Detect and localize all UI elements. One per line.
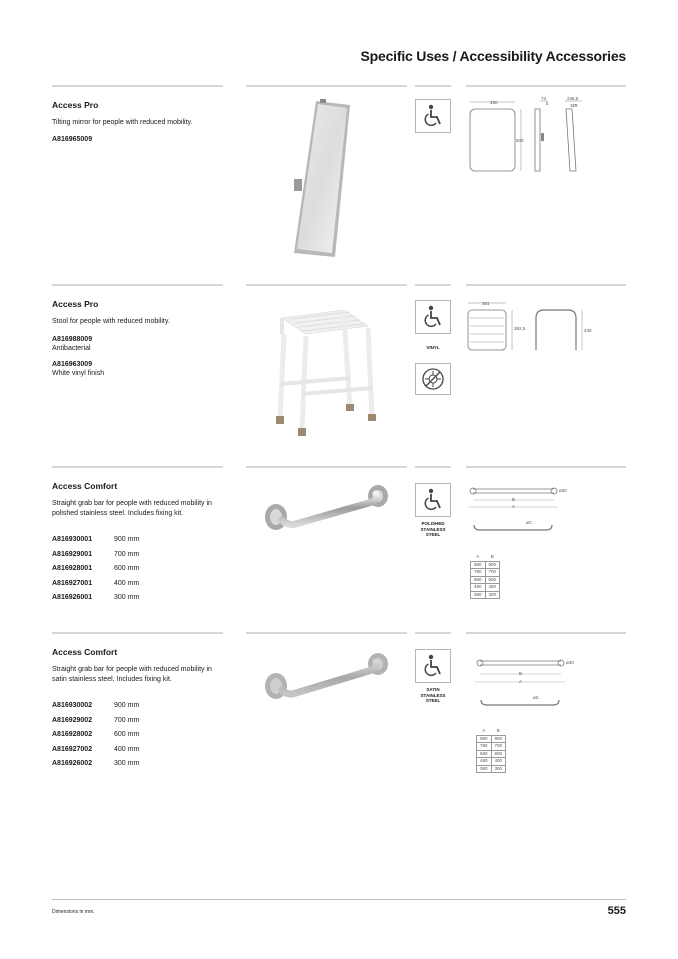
table-cell: 300 bbox=[485, 591, 500, 599]
table-cell: 700 bbox=[491, 743, 506, 751]
variant-note: Antibacterial bbox=[52, 345, 91, 352]
product-size: 300 mm bbox=[114, 760, 140, 767]
divider bbox=[52, 284, 223, 286]
code-row bbox=[52, 533, 139, 548]
dimension-table bbox=[476, 728, 506, 773]
grab-bar-technical-drawing bbox=[468, 652, 628, 722]
dim-c-label: øC bbox=[533, 695, 539, 700]
divider bbox=[246, 632, 407, 634]
dim-depth: 392,5 bbox=[514, 326, 526, 331]
table-cell: 900 bbox=[485, 561, 500, 569]
product-size: 400 mm bbox=[114, 579, 140, 587]
product-title: Access Comfort bbox=[52, 481, 118, 491]
product-code: A816928002 bbox=[52, 731, 93, 738]
code-row bbox=[52, 577, 139, 592]
page-number: 555 bbox=[607, 905, 626, 917]
dim-b-label: B bbox=[519, 671, 523, 676]
finish-label-line: POLISHED bbox=[421, 521, 445, 526]
finish-label bbox=[415, 521, 451, 538]
table-row bbox=[477, 758, 506, 766]
finish-label-line: STAINLESS bbox=[420, 692, 446, 698]
divider bbox=[415, 85, 451, 87]
table-row bbox=[471, 591, 500, 599]
product-size: 700 mm bbox=[114, 550, 140, 558]
product-code: A816930001 bbox=[52, 536, 93, 543]
mirror-technical-drawing bbox=[460, 95, 630, 185]
table-header: B bbox=[496, 728, 500, 733]
table-header: B bbox=[490, 554, 494, 559]
divider bbox=[52, 85, 223, 87]
table-cell: 600 bbox=[485, 576, 500, 584]
product-code: A816965009 bbox=[52, 136, 93, 143]
divider bbox=[466, 466, 626, 468]
divider bbox=[415, 284, 451, 286]
product-title: Access Pro bbox=[52, 299, 99, 309]
divider bbox=[246, 466, 407, 468]
dim-a-label: A bbox=[519, 679, 523, 684]
product-code: A816928001 bbox=[52, 565, 93, 572]
tilting-mirror-image bbox=[280, 97, 390, 262]
dim-diameter: ø30 bbox=[566, 660, 574, 665]
table-header: A bbox=[482, 728, 486, 733]
finish-label-line: STEEL bbox=[425, 532, 441, 537]
dimension-table bbox=[470, 554, 500, 599]
divider bbox=[246, 284, 407, 286]
wheelchair-icon bbox=[415, 99, 451, 133]
page-title: Specific Uses / Accessibility Accessories bbox=[360, 48, 626, 64]
dim-c-label: øC bbox=[526, 520, 532, 525]
table-row bbox=[477, 765, 506, 773]
product-section-grab-bar-polished bbox=[0, 466, 678, 616]
table-cell: 780 bbox=[477, 743, 492, 751]
code-row bbox=[52, 728, 139, 743]
product-section-stool bbox=[0, 284, 678, 454]
finish-label bbox=[415, 687, 451, 704]
code-row bbox=[52, 714, 139, 729]
table-cell: 980 bbox=[471, 561, 486, 569]
code-row bbox=[52, 699, 139, 714]
table-cell: 300 bbox=[491, 765, 506, 773]
table-cell: 680 bbox=[471, 576, 486, 584]
divider bbox=[466, 632, 626, 634]
product-section-grab-bar-satin bbox=[0, 632, 678, 787]
dim-d1: 73 bbox=[541, 96, 547, 101]
table-cell: 400 bbox=[485, 584, 500, 592]
product-description: Tilting mirror for people with reduced mobility. bbox=[52, 119, 193, 126]
table-row bbox=[477, 750, 506, 758]
product-code: A816926001 bbox=[52, 594, 93, 601]
dim-b-label: B bbox=[512, 497, 516, 502]
dim-d4: 115 bbox=[570, 103, 578, 108]
divider bbox=[246, 85, 407, 87]
product-code: A816926002 bbox=[52, 760, 93, 767]
table-cell: 400 bbox=[491, 758, 506, 766]
product-code: A816927001 bbox=[52, 579, 93, 587]
grab-bar-satin-image bbox=[260, 650, 395, 710]
table-cell: 900 bbox=[491, 735, 506, 743]
product-description: Straight grab bar for people with reduced mobility in satin stainless steel. Includes fixing kit. bbox=[52, 666, 212, 683]
dim-a-label: A bbox=[512, 504, 516, 509]
code-row bbox=[52, 591, 139, 606]
divider bbox=[466, 284, 626, 286]
product-description: Stool for people with reduced mobility. bbox=[52, 318, 170, 325]
dim-diameter: ø30 bbox=[559, 488, 567, 493]
stool-image bbox=[272, 304, 382, 444]
product-size: 900 mm bbox=[114, 702, 140, 709]
table-cell: 780 bbox=[471, 569, 486, 577]
finish-label: VINYL bbox=[426, 345, 440, 350]
table-row bbox=[471, 569, 500, 577]
variant-note: White vinyl finish bbox=[52, 370, 105, 377]
product-code-list bbox=[52, 533, 139, 606]
product-variants bbox=[52, 335, 104, 385]
wheelchair-icon bbox=[415, 483, 451, 517]
product-title: Access Comfort bbox=[52, 647, 118, 657]
product-code: A816929002 bbox=[52, 716, 93, 724]
wheelchair-icon bbox=[415, 300, 451, 334]
product-size: 700 mm bbox=[114, 716, 140, 724]
code-row bbox=[52, 757, 139, 772]
table-row bbox=[471, 584, 500, 592]
product-size: 900 mm bbox=[114, 536, 140, 543]
table-cell: 380 bbox=[471, 591, 486, 599]
table-cell: 680 bbox=[477, 750, 492, 758]
antibacterial-icon bbox=[415, 363, 451, 395]
dim-d3: 236,5 bbox=[567, 96, 579, 101]
product-title: Access Pro bbox=[52, 100, 99, 110]
product-code: A816929001 bbox=[52, 550, 93, 558]
code-row bbox=[52, 548, 139, 563]
finish-label-line: STEEL bbox=[425, 698, 441, 703]
table-header: A bbox=[476, 554, 480, 559]
product-size: 300 mm bbox=[114, 594, 140, 601]
finish-label-line: STAINLESS bbox=[420, 526, 446, 532]
wheelchair-icon bbox=[415, 649, 451, 683]
product-code: A816930002 bbox=[52, 702, 93, 709]
product-size: 600 mm bbox=[114, 565, 140, 572]
grab-bar-polished-image bbox=[260, 484, 395, 544]
product-code: A816988009 bbox=[52, 336, 93, 343]
dim-width: 381 bbox=[482, 301, 490, 306]
table-row bbox=[477, 735, 506, 743]
code-row bbox=[52, 562, 139, 577]
table-cell: 600 bbox=[491, 750, 506, 758]
code-row bbox=[52, 743, 139, 758]
table-cell: 380 bbox=[477, 765, 492, 773]
divider bbox=[415, 632, 451, 634]
table-cell: 480 bbox=[471, 584, 486, 592]
table-row bbox=[471, 561, 500, 569]
divider bbox=[52, 466, 223, 468]
table-row bbox=[477, 743, 506, 751]
product-description: Straight grab bar for people with reduced mobility in polished stainless steel. Includes fixing kit. bbox=[52, 500, 212, 517]
divider bbox=[415, 466, 451, 468]
footer-note: Dimensions in mm. bbox=[52, 909, 95, 915]
dim-d2: 5 bbox=[546, 101, 549, 106]
footer-divider bbox=[52, 899, 626, 900]
product-code: A816963009 bbox=[52, 361, 93, 368]
grab-bar-technical-drawing bbox=[460, 480, 630, 550]
product-codes bbox=[52, 135, 92, 144]
stool-technical-drawing bbox=[460, 298, 630, 358]
table-cell: 480 bbox=[477, 758, 492, 766]
product-size: 600 mm bbox=[114, 731, 140, 738]
product-section-mirror bbox=[0, 85, 678, 265]
table-cell: 700 bbox=[485, 569, 500, 577]
dim-height: 430 bbox=[584, 328, 592, 333]
product-code: A816927002 bbox=[52, 745, 93, 753]
table-cell: 980 bbox=[477, 735, 492, 743]
product-size: 400 mm bbox=[114, 745, 140, 753]
product-code-list bbox=[52, 699, 139, 772]
divider bbox=[466, 85, 626, 87]
dim-height: 600 bbox=[516, 138, 524, 143]
finish-label-line: SATIN bbox=[426, 687, 440, 692]
table-row bbox=[471, 576, 500, 584]
divider bbox=[52, 632, 223, 634]
dim-width: 450 bbox=[490, 100, 498, 105]
